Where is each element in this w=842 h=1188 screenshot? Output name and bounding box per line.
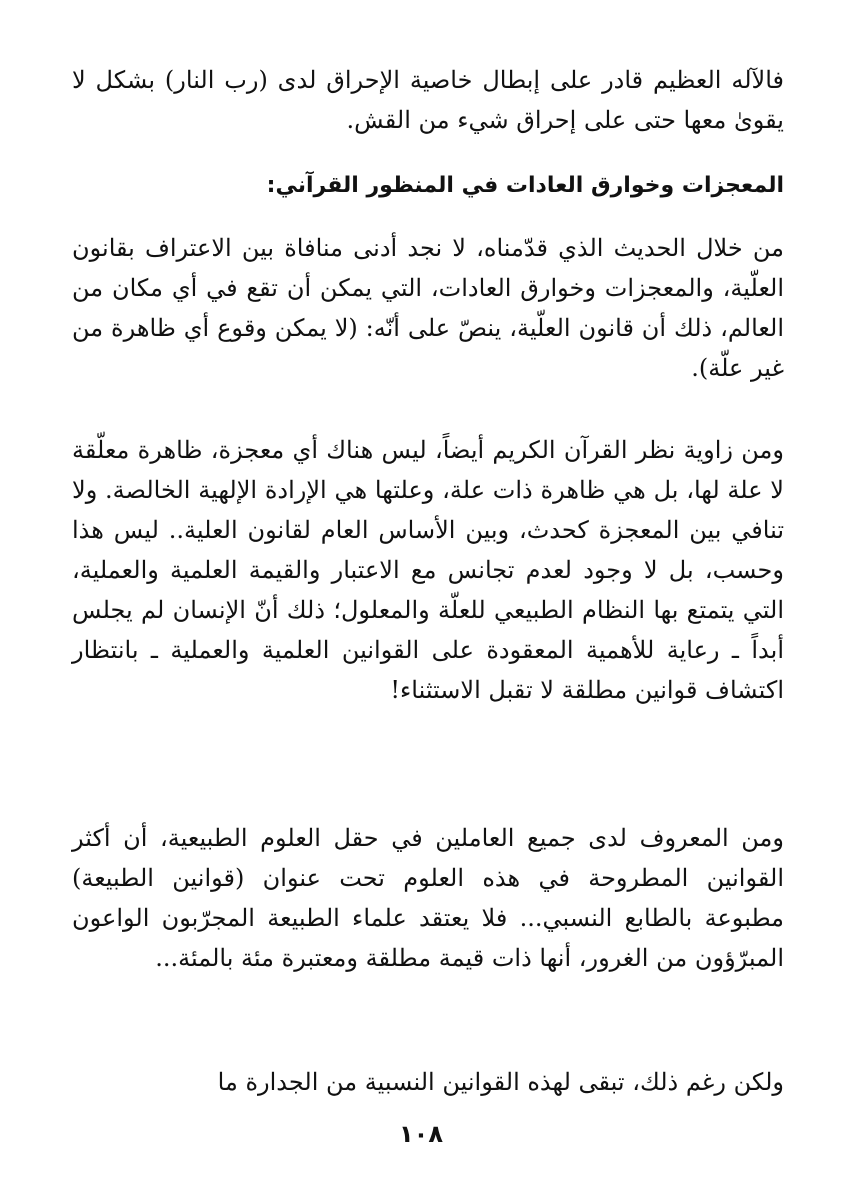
paragraph-intro: فالآله العظيم قادر على إبطال خاصية الإحراق لدى (رب النار) بشكل لا يقوىٰ معها حتى على إحراق شيء من القش. xyxy=(72,66,784,134)
paragraph-quran-view: ومن زاوية نظر القرآن الكريم أيضاً، ليس هناك أي معجزة، ظاهرة معلّقة لا علة لها، بل هي ظاهرة ذات علة، وعلتها هي الإرادة الإلهية الخالصة. ولا تنافي بين المعجزة كحدث، وبين الأساس العام لقانون العلية.. ليس هذا وحسب، بل لا وجود لعدم تجانس مع الاعتبار والقيمة العلمية والعملية، التي يتمتع بها النظام الطبيعي للعلّة والمعلول؛ ذلك أنّ الإنسان لم يجلس أبداً ـ رعاية للأهمية المعقودة على القوانين العلمية والعملية ـ بانتظار اكتشاف قوانين مطلقة لا تقبل الاستثناء! xyxy=(72,436,784,704)
paragraph-continuation: ولكن رغم ذلك، تبقى لهذه القوانين النسبية من الجدارة ما xyxy=(217,1068,784,1096)
paragraph-natural-laws: ومن المعروف لدى جميع العاملين في حقل العلوم الطبيعية، أن أكثر القوانين المطروحة في هذه العلوم تحت عنوان (قوانين الطبيعة) مطبوعة بالطابع النسبي... فلا يعتقد علماء الطبيعة المجرّبون الواعون المبرّؤون من الغرور، أنها ذات قيمة مطلقة ومعتبرة مئة بالمئة... xyxy=(72,824,784,972)
paragraph-causality: من خلال الحديث الذي قدّمناه، لا نجد أدنى منافاة بين الاعتراف بقانون العلّية، والمعجزات وخوارق العادات، التي يمكن أن تقع في أي مكان من العالم، ذلك أن قانون العلّية، ينصّ على أنّه: (لا يمكن وقوع أي ظاهرة من غير علّة). xyxy=(72,234,784,382)
page-number: ١٠٨ xyxy=(399,1120,443,1148)
section-heading: المعجزات وخوارق العادات في المنظور القرآني: xyxy=(266,173,784,198)
